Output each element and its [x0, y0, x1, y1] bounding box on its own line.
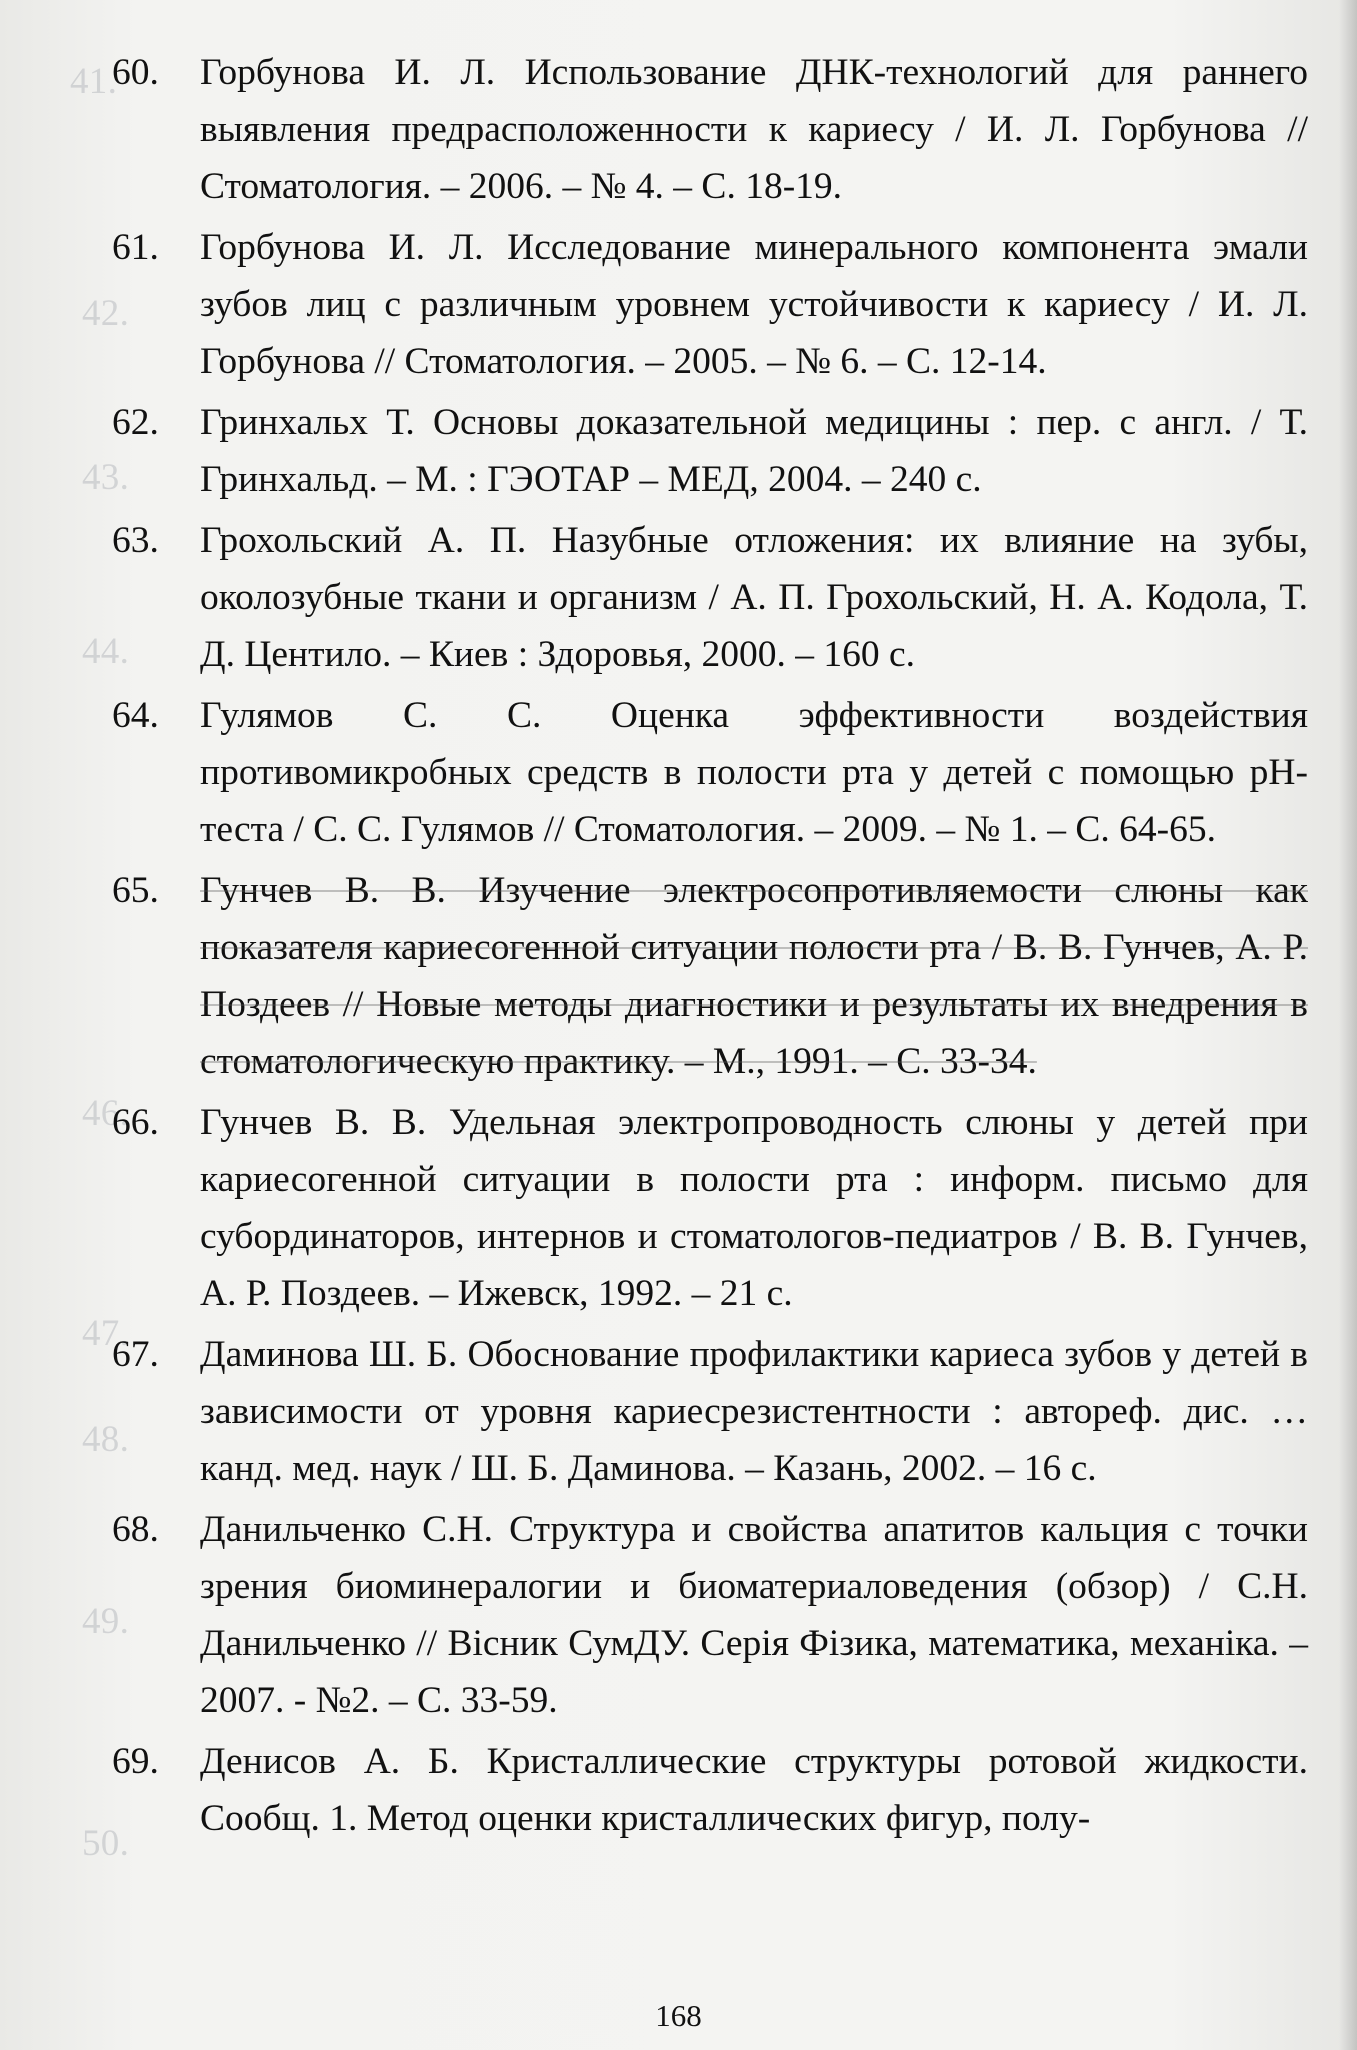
- reference-text: Даминова Ш. Б. Обоснование профилактики кариеса зубов у детей в зависимости от уровня кариесрезистентности : автореф. дис. … канд. мед. наук / Ш. Б. Даминова. – Казань, 2002. – 16 с.: [200, 1334, 1308, 1489]
- reference-item: [112, 1094, 1308, 1322]
- reference-text: Гринхальх Т. Основы доказательной медицины : пер. с англ. / Т. Гринхальд. – М. : ГЭОТАР – МЕД, 2004. – 240 с.: [200, 402, 1308, 500]
- bleed-through-text: 48.: [82, 1419, 130, 1460]
- reference-item: [112, 512, 1308, 683]
- reference-text: Горбунова И. Л. Исследование минерального компонента эмали зубов лиц с различным уровнем устойчивости к кариесу / И. Л. Горбунова // Стоматология. – 2005. – № 6. – С. 12-14.: [200, 227, 1308, 382]
- reference-item: [112, 862, 1308, 1090]
- page-edge-shadow: [1339, 0, 1357, 2050]
- reference-number: 69.: [112, 1741, 159, 1782]
- reference-number: 67.: [112, 1334, 159, 1375]
- reference-item: [112, 1733, 1308, 1847]
- reference-number: 66.: [112, 1102, 159, 1143]
- reference-number: 61.: [112, 227, 159, 268]
- reference-number: 68.: [112, 1509, 159, 1550]
- bleed-through-text: 42.: [82, 293, 130, 334]
- bleed-through-text: 46.: [82, 1093, 130, 1134]
- reference-number: 64.: [112, 695, 159, 736]
- reference-number: 65.: [112, 870, 159, 911]
- reference-text: Денисов А. Б. Кристаллические структуры ротовой жидкости. Сообщ. 1. Метод оценки кристаллических фигур, полу-: [200, 1741, 1308, 1839]
- reference-text: Грохольский А. П. Назубные отложения: их влияние на зубы, околозубные ткани и организм / А. П. Грохольский, Н. А. Кодола, Т. Д. Центило. – Киев : Здоровья, 2000. – 160 с.: [200, 520, 1308, 675]
- bleed-through-text: 49.: [82, 1601, 130, 1642]
- bleed-through-text: 44.: [82, 631, 130, 672]
- reference-text: Данильченко С.Н. Структура и свойства апатитов кальция с точки зрения биоминералогии и биоматериаловедения (обзор) / С.Н. Данильченко // Вісник СумДУ. Серія Фізика, математика, механіка. – 2007. - №2. – С. 33-59.: [200, 1509, 1308, 1721]
- reference-item: [112, 687, 1308, 858]
- reference-text: Гунчев В. В. Удельная электропроводность слюны у детей при кариесогенной ситуации в полости рта : информ. письмо для субординаторов, интернов и стоматологов-педиатров / В. В. Гунчев, А. Р. Поздеев. – Ижевск, 1992. – 21 с.: [200, 1102, 1308, 1314]
- reference-text: Гулямов С. С. Оценка эффективности воздействия противомикробных средств в полости рта у детей с помощью pH-теста / С. С. Гулямов // Стоматология. – 2009. – № 1. – С. 64-65.: [200, 695, 1308, 850]
- reference-number: 60.: [112, 52, 159, 93]
- bleed-through-text: 50.: [82, 1823, 130, 1864]
- reference-item: [112, 1501, 1308, 1729]
- reference-list: [112, 44, 1308, 1851]
- reference-text: Горбунова И. Л. Использование ДНК-технологий для раннего выявления предрасположенности к кариесу / И. Л. Горбунова // Стоматология. – 2006. – № 4. – С. 18-19.: [200, 52, 1308, 207]
- reference-text: Гунчев В. В. Изучение электросопротивляемости слюны как показателя кариесогенной ситуации полости рта / В. В. Гунчев, А. Р. Поздеев // Новые методы диагностики и результаты их внедрения в стоматологическую практику. – М., 1991. – С. 33-34.: [200, 870, 1308, 1082]
- reference-number: 63.: [112, 520, 159, 561]
- reference-item: [112, 1326, 1308, 1497]
- bleed-through-text: 47.: [82, 1313, 130, 1354]
- reference-item: [112, 44, 1308, 215]
- bleed-through-text: 41.: [70, 61, 118, 102]
- reference-item: [112, 394, 1308, 508]
- bleed-through-text: 43.: [82, 457, 130, 498]
- reference-item: [112, 219, 1308, 390]
- page-number: 168: [655, 1998, 702, 2033]
- reference-number: 62.: [112, 402, 159, 443]
